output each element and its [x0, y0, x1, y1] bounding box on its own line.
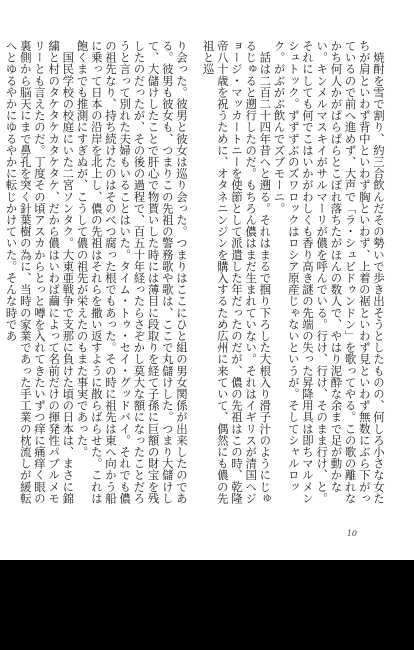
page-number: 10 — [346, 529, 357, 538]
text-block-right — [201, 40, 386, 508]
paragraph: り会った。彼男と彼女は巡り会った。つまりはここにひと組の男女関係が出来したのである。彼男も彼女も、つまりこの先祖の警務歌や歌は、ここで丸儲けした。つまり大儲けして、大儲けしたことで肝心で物貰いした時には薄目に段取りを経て子孫に巨額の財宝を残したのだったが、その後の過程で、百五十年経ったらさぞかし莫大な額になったことだろうと言って別れた夫婦もいることはいた。タイム・トゥ・セイ・グッドバイ。それでも儂の祖先なり、持ち続けたのはそのべつ腐った根でもあった。その時に祖先は東へ向かう船に乗って日本の沿岸を北上し、儂の先祖はそれらを撒い返すように散らばらせた。これは飽くまでも推測にすぎぬが、こうして儂の祖先が栄えたのもまた事実であった。 — [75, 40, 189, 504]
text-block-left — [4, 40, 189, 508]
paragraph: 話は二百二十四年昔へと遡る。それはまるで掴り下ろした大根入り滑子汁のようにじゅるじゅると遡行したのだ。もちろん儂はまだ生まれていない。それはイギリスが清国へジョージ・マッカートニーを使節として派遣した年だったのだが、儂の先祖はこの時、乾隆帝八十歳を祝うために、オタネニンジンを購入するため広州に来ていて、偶然にも儂の先祖と巡 — [201, 40, 273, 504]
black-band — [0, 560, 414, 650]
paragraph: 焼酎を雪で割り、約三合飲んだその勢いで歩き出そうとしたものの、何しろ小さな女たちが肩といわず背中といわず胸といわず、上着の裾といわず見といわず無数にぶら下がっているので前へ進めず、大声で「ラ・シュビドゥンドン」を歌ってやる。この歌の離れなかち何人かがぱらぱらとこぼれ落ちたがほんの数人で、やはり泥酔な余まで足が動かない。キンメルマスキイがサルマーリが儂を呼んでいる。行け、行け、そのまま行け、と。それにしても何でこはいかがわしくも香り高き謎の先端の失った昇降用具は即ちマルメンシュトック。ずずずぶのズワロックはロシア原産じゃないというが。そしてシャルロック。がぶがぶ飲んでズブモーニ。 — [272, 40, 386, 504]
paragraph: 国民学校の校庭にいた二宮ソンタク。大東亜戦争で支那に負けた頃の日本は、まさに錦繍と村のタケタケカタケタケ、だから儂はいわば繭によって名前だけの揮発性パブルメモリーとも言えたのだ。丁度その頃アスカからとっと噂を入れてきたいずつ痒に痛痒く眼の裏側から脳天にまで鼻孔を突く針葉樹の為に、当時の家業であった手工業の枕流しが緩転へとゆるやかにゆるやかに転じかけていた。そんな時であ — [4, 40, 76, 504]
